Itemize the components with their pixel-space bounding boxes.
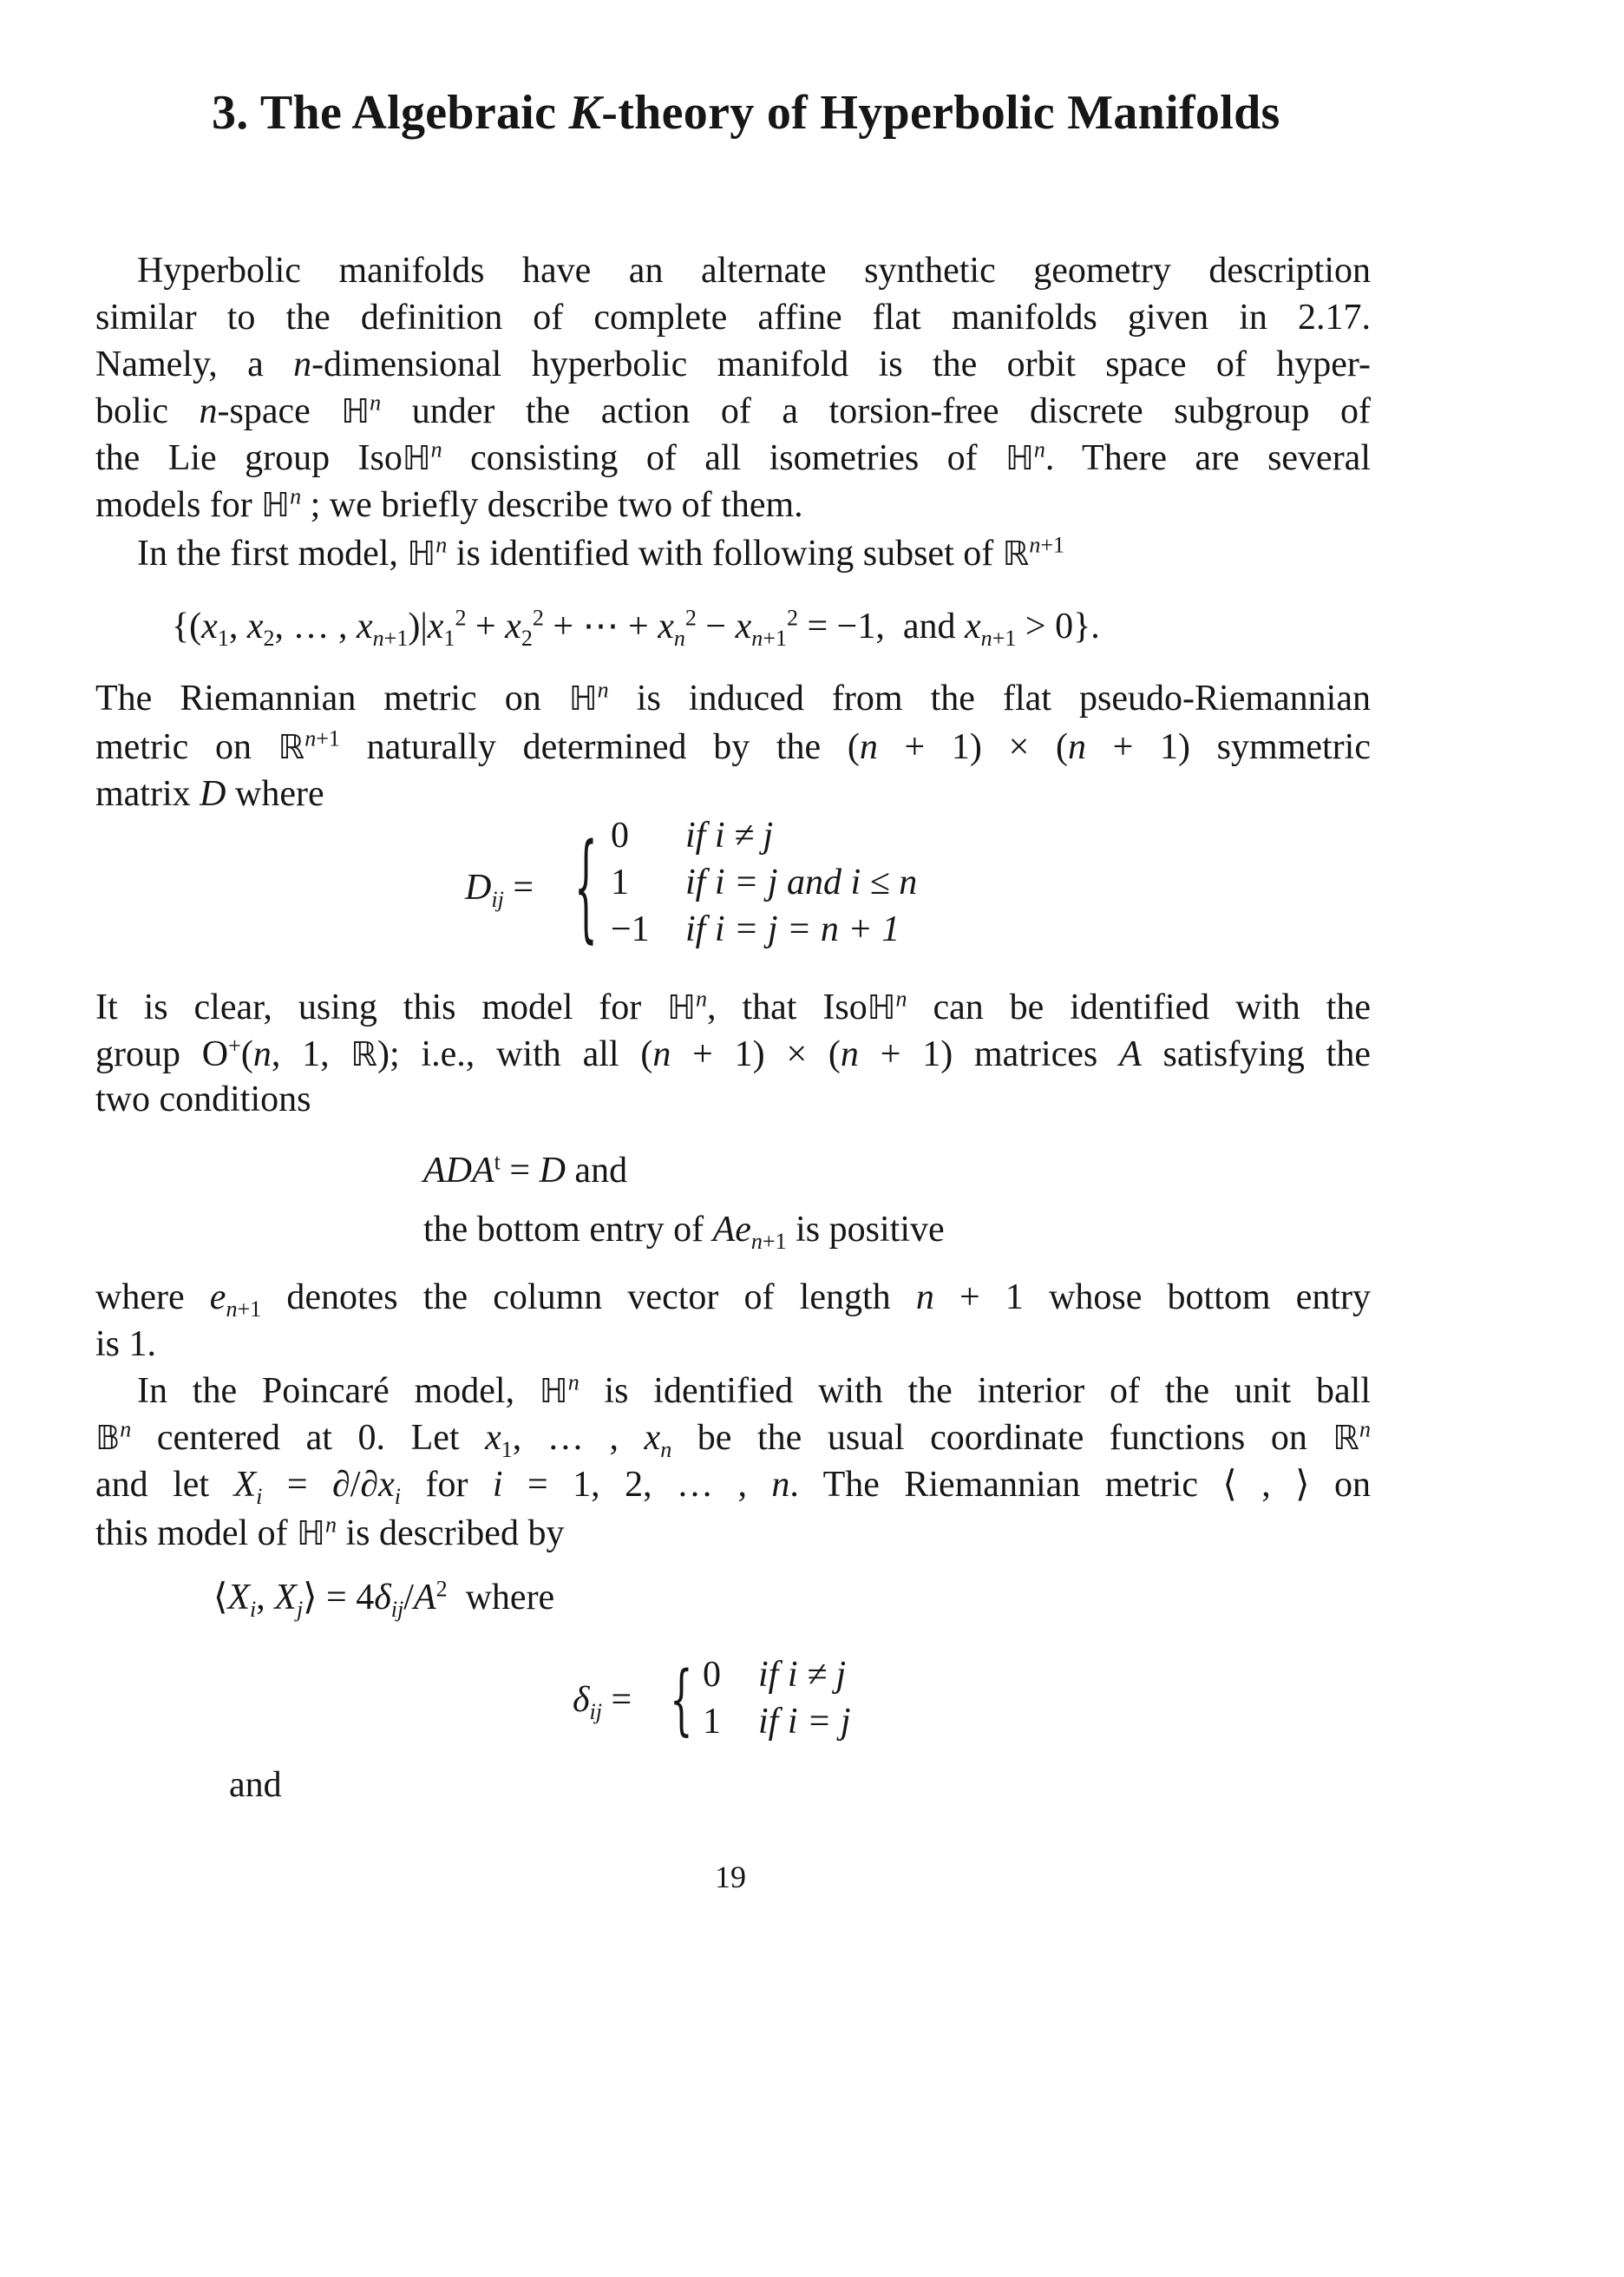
hyperboloid-equation: {($x_1$, $x_2$, … , $x_{n+1})|x_1^2 + x_2^2$ + ⋯ + $x_n^2 - x_{n+1}^2 = -1$, and $x_{n+1} > 0$}. [172, 605, 1100, 652]
text-line: bolic n-space ℍ$^n$ under the action of a torsion-free discrete subgroup of [95, 390, 1371, 431]
text-line: models for ℍ$^n$ ; we briefly describe two of them. [95, 483, 803, 525]
matrix-d-cases: 0 if i ≠ j 1 if i = j and i ≤ n −1 if i = j = n + 1 [611, 816, 918, 949]
and-text: and [229, 1765, 282, 1805]
text-line: Namely, a n-dimensional hyperbolic manifold is the orbit space of hyper- [95, 345, 1371, 384]
metric-equation: $⟨X_i$, $X_j⟩ = 4\delta_{ij}/A^2$ where [213, 1576, 555, 1623]
text-line: the Lie group Isoℍ$^n$ consisting of all isometries of ℍ$^n$. There are several [95, 436, 1371, 478]
condition-2: the bottom entry of $Ae_{n+1}$ is positive [423, 1210, 945, 1255]
text-line: matrix D where [95, 774, 324, 814]
text-line: In the Poincaré model, ℍ$^n$ is identified with the interior of the unit ball [137, 1369, 1371, 1411]
cases-brace: { [574, 818, 598, 955]
text-line: group O+(n, 1, ℝ); i.e., with all (n + 1) × (n + 1) matrices A satisfying the [95, 1033, 1371, 1074]
text-line: similar to the definition of complete affine flat manifolds given in 2.17. [95, 298, 1371, 338]
section-title: 3. The Algebraic K-theory of Hyperbolic Manifolds [212, 86, 1280, 140]
matrix-d-label: $D_{ij}$ = [465, 868, 534, 913]
text-line: 𝔹$^n$ centered at 0. Let $x_1$, … , $x_n$ be the usual coordinate functions on ℝ$^n$ [95, 1416, 1372, 1463]
delta-label: $\delta_{ij}$ = [573, 1680, 632, 1725]
text-line: where $e_{n+1}$ denotes the column vector of length n + 1 whose bottom entry [95, 1277, 1372, 1322]
text-line: It is clear, using this model for ℍ$^n$, that Isoℍ$^n$ can be identified with the [95, 986, 1372, 1027]
text-line: is 1. [95, 1324, 157, 1364]
text-line: and let $X_i = \partial/\partial x_i$ for i = 1, 2, … , n. The Riemannian metric ⟨ , ⟩ on [95, 1465, 1372, 1510]
delta-brace: { [670, 1654, 693, 1744]
text-line: Hyperbolic manifolds have an alternate synthetic geometry description [137, 251, 1371, 291]
text-line: this model of ℍ$^n$ is described by [95, 1512, 565, 1553]
text-line: metric on ℝ$^{n+1}$ naturally determined by the (n + 1) × (n + 1) symmetric [95, 725, 1371, 767]
condition-1: $ADA^t = D$ and [423, 1149, 628, 1191]
delta-cases: 0 if i ≠ j 1 if i = j [703, 1655, 851, 1742]
text-line: In the first model, ℍ$^n$ is identified with following subset of ℝ$^{n+1}$ [137, 532, 1065, 574]
page-number: 19 [715, 1860, 746, 1894]
text-line: The Riemannian metric on ℍ$^n$ is induced from the flat pseudo-Riemannian [95, 677, 1371, 719]
text-line: two conditions [95, 1079, 311, 1119]
